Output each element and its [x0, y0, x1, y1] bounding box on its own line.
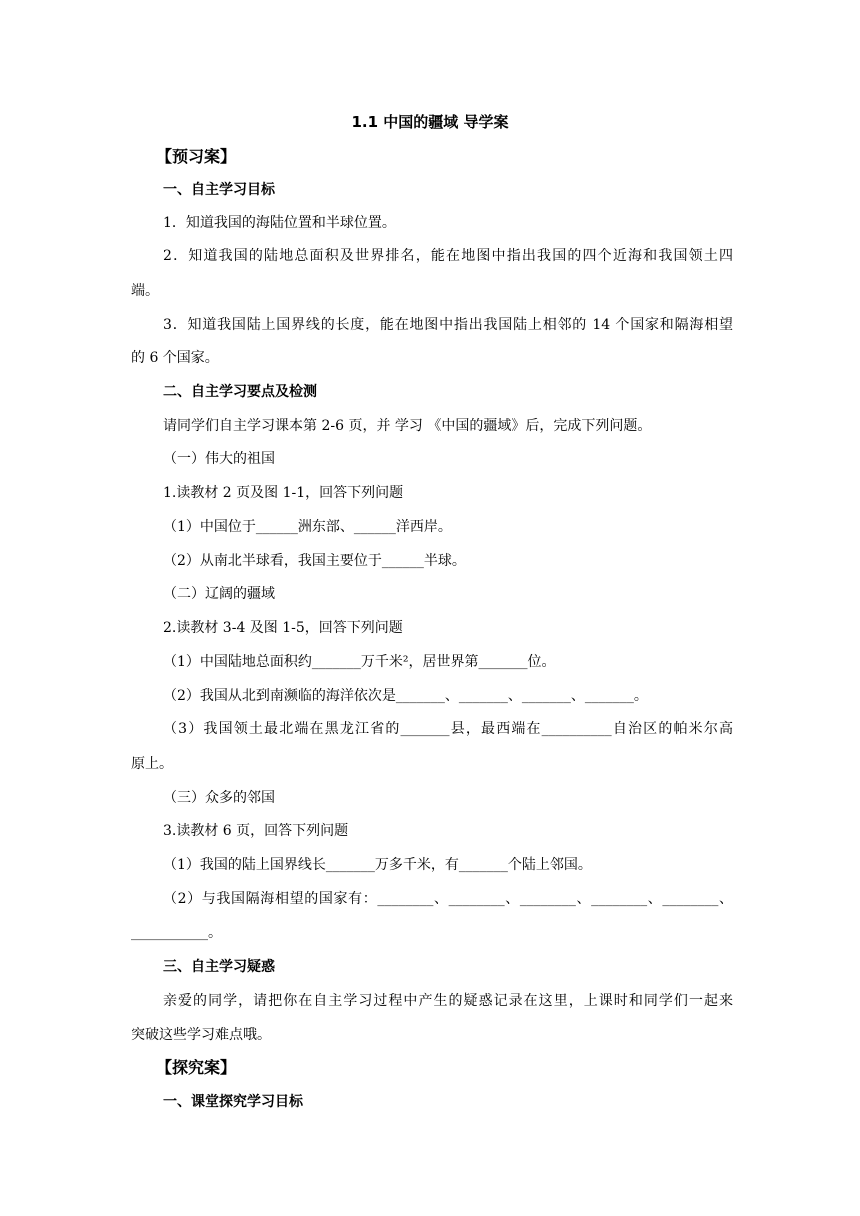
classroom-goals-heading: 一、课堂探究学习目标 [163, 1094, 303, 1110]
subsection-many-neighbors: （三）众多的邻国 [163, 790, 275, 806]
question-3: 3.读教材 6 页，回答下列问题 [163, 823, 349, 839]
doubts-paragraph-line-2: 突破这些学习难点哦。 [131, 1027, 271, 1043]
intro-paragraph: 请同学们自主学习课本第 2-6 页，并 学习 《中国的疆域》后，完成下列问题。 [163, 418, 652, 434]
self-study-doubts-heading: 三、自主学习疑惑 [163, 959, 275, 975]
question-3-2-line-2: ___________。 [131, 925, 222, 941]
subsection-great-motherland: （一）伟大的祖国 [163, 451, 275, 467]
question-1-2: （2）从南北半球看，我国主要位于______半球。 [163, 553, 466, 569]
question-2: 2.读教材 3-4 及图 1-5，回答下列问题 [163, 620, 403, 636]
goal-2-line-1: 2．知道我国的陆地总面积及世界排名，能在地图中指出我国的四个近海和我国领土四 [163, 248, 733, 264]
question-3-2-line-1: （2）与我国隔海相望的国家有：________、________、________、________、________、 [163, 891, 733, 907]
goal-1: 1．知道我国的海陆位置和半球位置。 [163, 215, 396, 231]
question-2-3-line-1: （3）我国领土最北端在黑龙江省的_______县，最西端在__________自治区的帕米尔高 [163, 721, 733, 737]
subsection-vast-territory: （二）辽阔的疆域 [163, 586, 275, 602]
question-2-1: （1）中国陆地总面积约_______万千米²，居世界第_______位。 [163, 654, 556, 670]
goal-3-line-2: 的 6 个国家。 [131, 350, 219, 366]
question-3-1: （1）我国的陆上国界线长_______万多千米，有_______个陆上邻国。 [163, 857, 592, 873]
question-1-1: （1）中国位于______洲东部、______洋西岸。 [163, 519, 452, 535]
explore-section-heading: 【探究案】 [156, 1058, 237, 1077]
doubts-paragraph-line-1: 亲爱的同学，请把你在自主学习过程中产生的疑惑记录在这里，上课时和同学们一起来 [163, 993, 733, 1009]
document-title: 1.1 中国的疆域 导学案 [351, 113, 509, 131]
goal-2-line-2: 端。 [131, 283, 159, 299]
self-study-goals-heading: 一、自主学习目标 [163, 182, 275, 198]
goal-3-line-1: 3．知道我国陆上国界线的长度，能在地图中指出我国陆上相邻的 14 个国家和隔海相望 [163, 317, 733, 333]
preview-section-heading: 【预习案】 [156, 147, 237, 166]
question-1: 1.读教材 2 页及图 1-1，回答下列问题 [163, 485, 404, 501]
question-2-3-line-2: 原上。 [131, 756, 173, 772]
question-2-2: （2）我国从北到南濒临的海洋依次是_______、_______、_______、_______。 [163, 688, 648, 704]
self-study-points-heading: 二、自主学习要点及检测 [163, 384, 317, 400]
